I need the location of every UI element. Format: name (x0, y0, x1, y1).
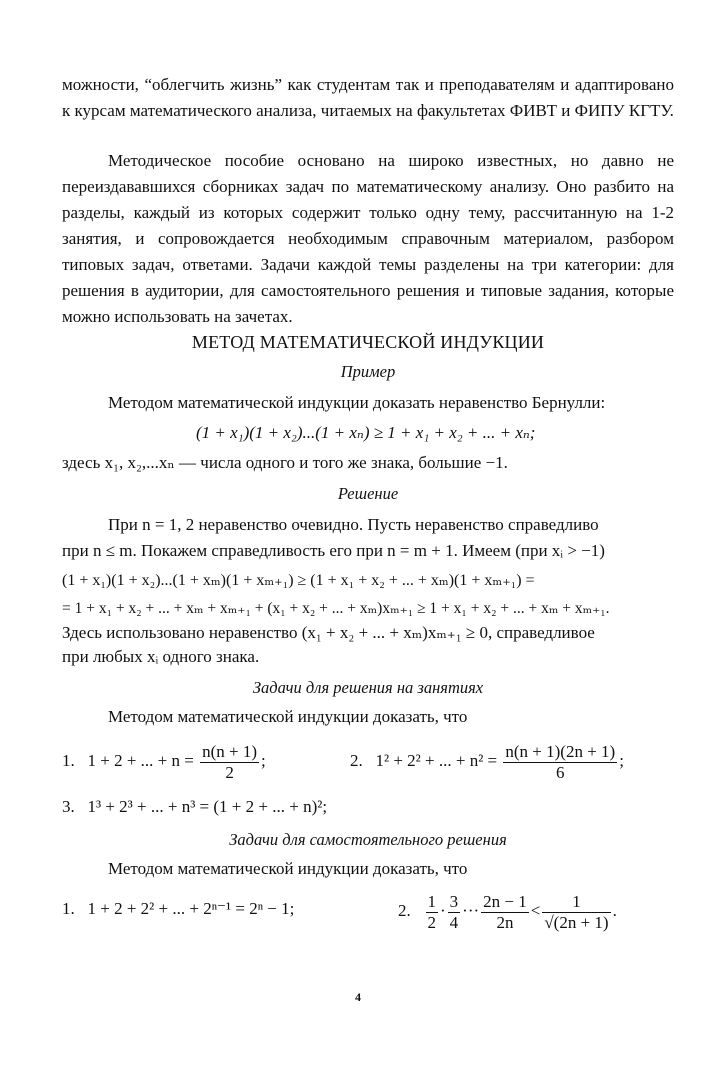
note-line-1: Здесь использовано неравенство (x₁ + x₂ + ... + xₘ)xₘ₊₁ ≥ 0, справедливое (62, 623, 595, 642)
where-text: здесь x₁, x₂,...xₙ — числа одного и того же знака, большие −1. (62, 453, 508, 472)
fraction (448, 892, 461, 933)
solution-heading: Решение (337, 484, 399, 503)
example-heading: Пример (340, 362, 396, 381)
class-task-3 (62, 796, 327, 818)
fraction (426, 892, 439, 933)
fraction (503, 742, 617, 783)
fraction (200, 742, 259, 783)
class-tasks-intro: Методом математической индукции доказать, что (108, 707, 468, 726)
task-expression: 1 + 2 + 2² + ... + 2ⁿ⁻¹ = 2ⁿ − 1; (87, 899, 295, 918)
fraction (542, 892, 610, 933)
task-number: 3. (62, 797, 75, 816)
fraction-denominator: 2 (225, 762, 234, 782)
task-number: 1. (62, 899, 75, 918)
class-task-2: 2. 1² + 2² + ... + n² = $\frac{n(n + 1)(2n + 1)}{6}$ ; (350, 741, 624, 782)
solution-line-1: При n = 1, 2 неравенство очевидно. Пусть неравенство справедливо (108, 515, 599, 534)
fraction-denominator: 2n (496, 912, 514, 932)
task-number: 2. (398, 901, 411, 920)
intro-paragraph-2: Методическое пособие основано на широко известных, но давно не переиздававшихся сборниках задач по математическому анализу. Оно разбито на разделы, каждый из которых содержит только одну тему, рассчитанную на 1-2 занятия, и сопровождается необходимым справочным материалом, разбором типовых задач, ответами. Задачи каждой темы разделены на три категории: для решения в аудитории, для самостоятельного решения и типовые задания, которые можно использовать на зачетах. (62, 151, 674, 326)
fraction-numerator: n(n + 1)(2n + 1) (505, 741, 616, 761)
bernoulli-inequality: (1 + x₁)(1 + x₂)...(1 + xₙ) ≥ 1 + x₁ + x₂ + ... + xₙ; (196, 423, 536, 442)
task-number: 2. (350, 751, 363, 770)
fraction (481, 892, 529, 933)
self-tasks-heading: Задачи для самостоятельного решения (229, 830, 507, 849)
fraction-numerator: 1 (542, 892, 610, 913)
fraction-numerator: 1 (427, 891, 436, 911)
intro-paragraph-1: можности, “облегчить жизнь” как студентам так и преподавателям и адаптировано к курсам математического анализа, читаемых на факультетах ФИВТ и ФИПУ КГТУ. (62, 75, 674, 120)
class-task-1: 1. 1 + 2 + ... + n = $\frac{n(n + 1)}{2}$ ; (62, 741, 266, 782)
fraction-denominator: √(2n + 1) (544, 912, 609, 932)
page-number: 4 (355, 990, 361, 1004)
task-lhs: 1 + 2 + ... + n = (87, 751, 194, 770)
self-task-2: 2. $\frac{1}{2}$ · $\frac{3}{4}$ ··· $\frac{2n - 1}{2n}$ < $\frac{1}{√(2n + 1)}$ . (398, 891, 617, 932)
self-tasks-intro: Методом математической индукции доказать, что (108, 859, 468, 878)
equation-line-2: = 1 + x₁ + x₂ + ... + xₘ + xₘ₊₁ + (x₁ + x₂ + ... + xₘ)xₘ₊₁ ≥ 1 + x₁ + x₂ + ... + xₘ + xₘ₊₁. (62, 600, 610, 617)
note-line-2: при любых xᵢ одного знака. (62, 647, 260, 666)
fraction-denominator: 6 (556, 762, 565, 782)
fraction-denominator: 4 (449, 912, 459, 932)
fraction-numerator: 2n − 1 (483, 891, 527, 911)
fraction-denominator: 2 (427, 912, 436, 932)
task-expression: 1³ + 2³ + ... + n³ = (1 + 2 + ... + n)²; (87, 797, 328, 816)
task-number: 1. (62, 751, 75, 770)
equation-line-1: (1 + x₁)(1 + x₂)...(1 + xₘ)(1 + xₘ₊₁) ≥ (1 + x₁ + x₂ + ... + xₘ)(1 + xₘ₊₁) = (62, 572, 535, 589)
section-title: МЕТОД МАТЕМАТИЧЕСКОЙ ИНДУКЦИИ (191, 332, 545, 352)
task-lhs: 1² + 2² + ... + n² = (375, 751, 498, 770)
example-text: Методом математической индукции доказать неравенство Бернулли: (108, 393, 606, 412)
class-tasks-heading: Задачи для решения на занятиях (252, 678, 484, 697)
self-task-1 (62, 898, 294, 920)
fraction-numerator: n(n + 1) (202, 741, 258, 761)
fraction-numerator: 3 (449, 891, 459, 911)
solution-line-2: при n ≤ m. Покажем справедливость его при n = m + 1. Имеем (при xᵢ > −1) (62, 541, 605, 560)
